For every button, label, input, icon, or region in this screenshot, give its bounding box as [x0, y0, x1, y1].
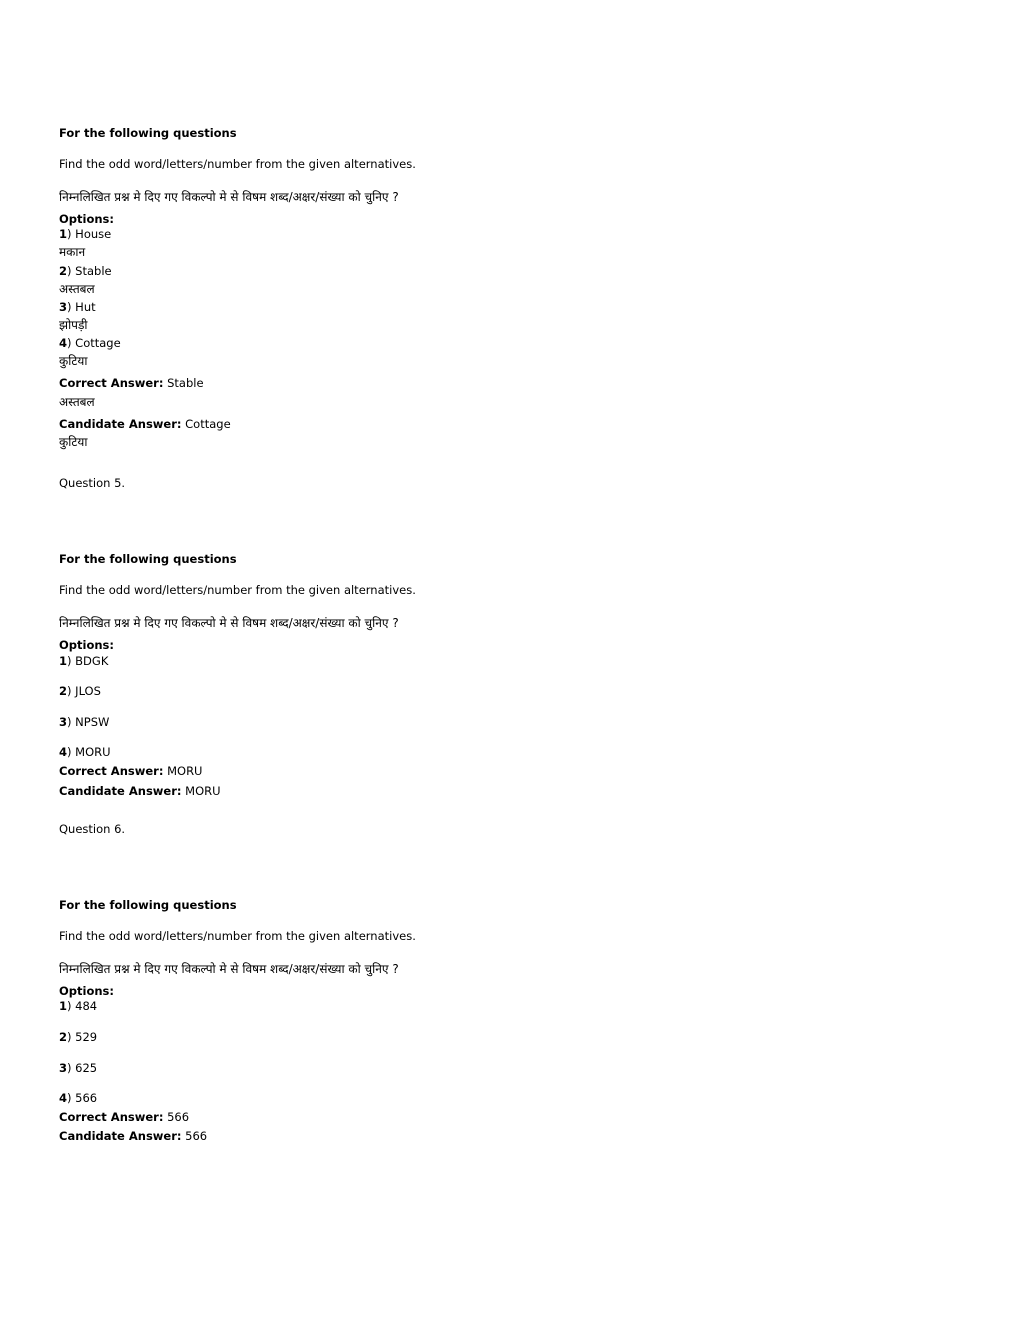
- question-title: Question 5.: [59, 476, 126, 490]
- option-2-hindi: अस्तबल: [59, 282, 95, 296]
- section-header: For the following questions: [59, 552, 237, 566]
- options-label: Options:: [59, 984, 114, 998]
- option-text: Cottage: [75, 336, 121, 350]
- option-number: 1: [59, 227, 68, 241]
- option-number: 3: [59, 1061, 68, 1075]
- option-text: 529: [75, 1030, 98, 1044]
- option-4-hindi: कुटिया: [59, 354, 88, 368]
- option-2: 2) 529: [59, 1030, 98, 1044]
- option-1: 1) House: [59, 227, 112, 241]
- candidate-answer-hindi: कुटिया: [59, 435, 88, 449]
- section-header: For the following questions: [59, 126, 237, 140]
- option-number: 4: [59, 336, 68, 350]
- correct-label: Correct Answer:: [59, 376, 164, 390]
- option-3: 3) Hut: [59, 300, 96, 314]
- instruction-hindi: निम्नलिखित प्रश्न मे दिए गए विकल्पो मे से विषम शब्द/अक्षर/संख्या को चुनिए ?: [59, 190, 399, 204]
- option-1: 1) 484: [59, 999, 98, 1013]
- correct-value: 566: [167, 1110, 190, 1124]
- section-header: For the following questions: [59, 898, 237, 912]
- candidate-label: Candidate Answer:: [59, 784, 182, 798]
- option-number: 2: [59, 684, 68, 698]
- option-3-hindi: झोपड़ी: [59, 318, 88, 332]
- candidate-label: Candidate Answer:: [59, 417, 182, 431]
- correct-answer: [59, 1109, 189, 1125]
- option-text: NPSW: [75, 715, 110, 729]
- option-text: 484: [75, 999, 98, 1013]
- options-label: Options:: [59, 638, 114, 652]
- option-2: 2) JLOS: [59, 684, 101, 698]
- correct-label: Correct Answer:: [59, 764, 164, 778]
- correct-value: MORU: [167, 764, 203, 778]
- correct-answer: [59, 763, 202, 779]
- option-text: House: [75, 227, 112, 241]
- option-text: Stable: [75, 264, 112, 278]
- option-number: 3: [59, 300, 68, 314]
- correct-answer-hindi: अस्तबल: [59, 395, 95, 409]
- instruction-english: Find the odd word/letters/number from the given alternatives.: [59, 929, 416, 943]
- option-4: 4) 566: [59, 1091, 98, 1105]
- option-4: 4) MORU: [59, 745, 111, 759]
- candidate-value: MORU: [185, 784, 221, 798]
- option-text: Hut: [75, 300, 96, 314]
- options-label: Options:: [59, 212, 114, 226]
- option-3: 3) 625: [59, 1061, 98, 1075]
- option-text: 566: [75, 1091, 98, 1105]
- candidate-answer: [59, 416, 231, 432]
- instruction-english: Find the odd word/letters/number from the given alternatives.: [59, 157, 416, 171]
- option-text: MORU: [75, 745, 111, 759]
- option-1: 1) BDGK: [59, 654, 109, 668]
- option-number: 2: [59, 1030, 68, 1044]
- option-number: 3: [59, 715, 68, 729]
- option-text: 625: [75, 1061, 98, 1075]
- correct-value: Stable: [167, 376, 204, 390]
- option-3: 3) NPSW: [59, 715, 110, 729]
- option-1-hindi: मकान: [59, 245, 86, 259]
- option-number: 1: [59, 654, 68, 668]
- instruction-hindi: निम्नलिखित प्रश्न मे दिए गए विकल्पो मे से विषम शब्द/अक्षर/संख्या को चुनिए ?: [59, 616, 399, 630]
- question-title: Question 6.: [59, 822, 126, 836]
- option-4: 4) Cottage: [59, 336, 121, 350]
- option-number: 1: [59, 999, 68, 1013]
- candidate-value: 566: [185, 1129, 208, 1143]
- option-number: 4: [59, 1091, 68, 1105]
- correct-answer: [59, 375, 204, 391]
- candidate-answer: [59, 1128, 207, 1144]
- option-number: 2: [59, 264, 68, 278]
- correct-label: Correct Answer:: [59, 1110, 164, 1124]
- candidate-answer: [59, 783, 221, 799]
- option-number: 4: [59, 745, 68, 759]
- candidate-label: Candidate Answer:: [59, 1129, 182, 1143]
- option-text: BDGK: [75, 654, 109, 668]
- instruction-hindi: निम्नलिखित प्रश्न मे दिए गए विकल्पो मे से विषम शब्द/अक्षर/संख्या को चुनिए ?: [59, 962, 399, 976]
- option-2: 2) Stable: [59, 264, 112, 278]
- candidate-value: Cottage: [185, 417, 231, 431]
- option-text: JLOS: [75, 684, 101, 698]
- instruction-english: Find the odd word/letters/number from the given alternatives.: [59, 583, 416, 597]
